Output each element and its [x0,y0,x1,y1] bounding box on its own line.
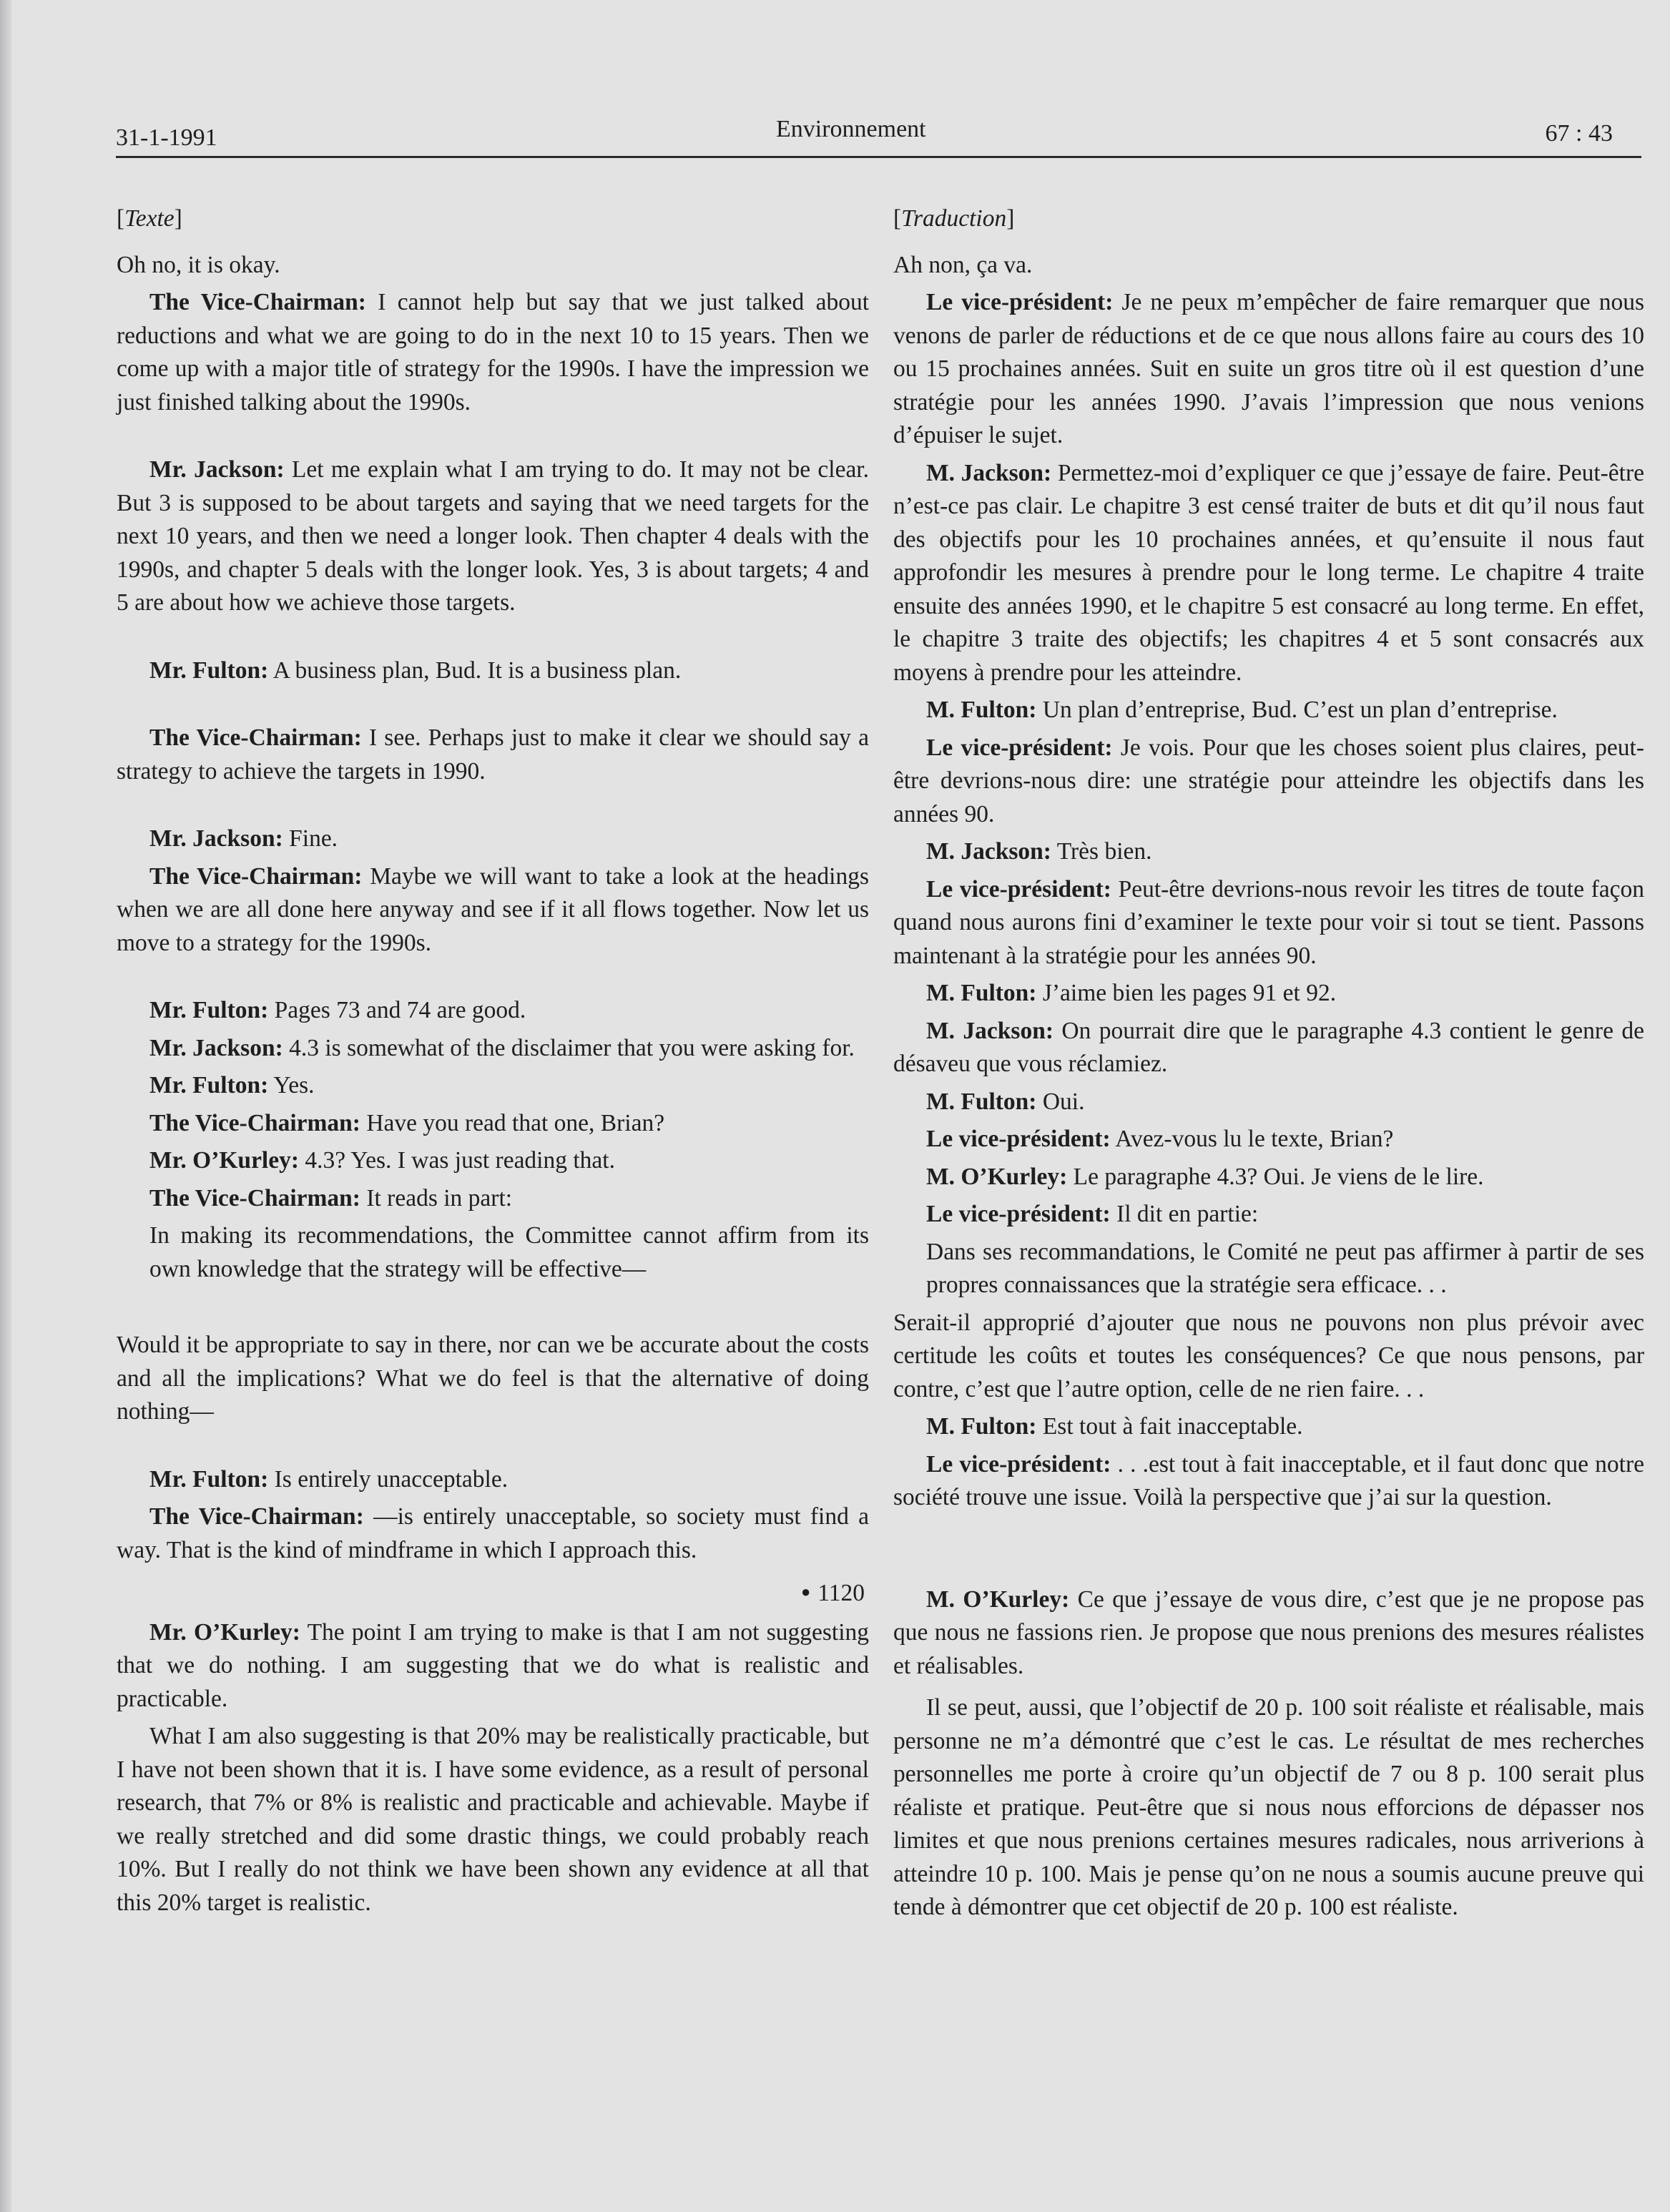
speaker: Mr. Fulton: [149,1072,269,1098]
speech: Fine. [289,825,338,852]
page-header [116,107,1641,158]
header-date: 31-1-1991 [116,124,217,151]
paragraph [893,1410,1644,1444]
speech: Je ne peux m’empêcher de faire remarquer que nous venons de parler de réductions et de ce que nous allons faire au cours des 10 ou 15 prochaines années. Suit en suite un gros titre où il est question d’une stratégie pour les années 1990. J’avais l’impression que nous venions d’épuiser le sujet. [893,289,1645,448]
speech: Ce que j’essaye de vous dire, c’est que je ne propose pas que nous ne fassions rien. Je propose que nous prenions des mesures réalistes et réalisables. [893,1586,1644,1679]
paragraph [117,1182,869,1216]
paragraph [117,860,869,960]
paragraph [117,453,869,620]
paragraph [117,1069,869,1103]
paragraph [893,835,1644,869]
paragraph [893,457,1644,690]
speech: Oui. [1042,1088,1085,1115]
speaker: M. Fulton: [926,1413,1037,1440]
speech: 4.3 is somewhat of the disclaimer that you were asking for. [289,1034,855,1061]
paragraph [893,286,1644,453]
speaker: The Vice-Chairman: [149,1184,360,1211]
speaker: Mr. Jackson: [149,1034,283,1061]
speech: . . .est tout à fait inacceptable, et il faut donc que notre société trouve une issue. Voilà la perspective que j’ai sur la question. [893,1450,1644,1510]
column-label-text: Traduction [901,205,1007,232]
paragraph [893,873,1644,973]
quotation: Dans ses recommandations, le Comité ne peut pas affirmer à partir de ses propres connaissances que la stratégie sera efficace. . . [926,1238,1644,1298]
paragraph [117,286,869,419]
speech: Avez-vous lu le texte, Brian? [1115,1126,1394,1152]
speech: Est tout à fait inacceptable. [1042,1413,1303,1440]
paragraph [117,822,869,856]
speaker: The Vice-Chairman: [149,289,366,315]
paragraph [117,654,869,688]
paragraph [893,1198,1644,1232]
english-column [117,202,869,1919]
header-section: Environnement [776,116,926,142]
speech: The point I am trying to make is that I am not suggesting that we do nothing. I am suggesting that we do what is realistic and practicable. [117,1618,870,1712]
speaker: M. Fulton: [926,980,1037,1006]
speaker: Mr. O’Kurley: [149,1147,300,1174]
paragraph: Il se peut, aussi, que l’objectif de 20 p. 100 soit réaliste et réalisable, mais personne ne m’a démontré que c’est le cas. Le résultat de mes recherches personnelles me porte à croire qu’un objectif de 7 ou 8 p. 100 serait plus réaliste et pratique. Peut-être que si nous nous efforcions de dépasser nos limites et que nous prenions certaines mesures radicales, nous arriverions à atteindre 10 p. 100. Mais je pense qu’on ne nous a soumis aucune preuve qui tende à démontrer que cet objectif de 20 p. 100 est réaliste. [893,1694,1644,1920]
paragraph: Serait-il approprié d’ajouter que nous ne pouvons non plus prévoir avec certitude les coûts et toutes les conséquences? Ce que nous pensons, par contre, c’est que l’autre option, celle de ne rien faire. . . [893,1309,1644,1402]
paragraph [117,1616,869,1716]
speaker: M. O’Kurley: [926,1586,1070,1613]
speaker: Le vice-président: [926,1450,1111,1478]
speaker: Le vice-président: [926,1126,1111,1152]
speech: Peut-être devrions-nous revoir les titres de toute façon quand nous aurons fini d’examiner le texte pour voir si tout se tient. Passons maintenant à la stratégie pour les années 90. [893,875,1644,969]
speaker: The Vice-Chairman: [149,1109,360,1136]
speaker: Mr. Fulton: [149,1465,269,1493]
speaker: Mr. O’Kurley: [149,1618,300,1646]
paragraph [117,1032,869,1066]
speaker: Mr. Fulton: [149,657,269,684]
paragraph: Ah non, ça va. [893,251,1033,278]
speaker: Mr. Jackson: [149,456,285,483]
quotation: In making its recommendations, the Committee cannot affirm from its own knowledge that the strategy will be effective— [149,1222,869,1282]
speech: I cannot help but say that we just talked about reductions and what we are going to do in the next 10 to 15 years. Then we come up with a major title of strategy for the 1990s. I have the impression we just finished talking about the 1990s. [117,289,869,416]
header-page-number: 67 : 43 [1545,120,1613,147]
bullet-icon: ● [800,1583,811,1601]
speech: It reads in part: [366,1184,513,1211]
speaker: M. Fulton: [926,1088,1037,1115]
speech: Permettez-moi d’expliquer ce que j’essaye de faire. Peut-être n’est-ce pas clair. Le chapitre 3 est censé traiter de buts et dit qu’il nous faut des objectifs pour les 10 prochaines années, et qu’ensuite il nous faut approfondir les mesures à prendre pour le long terme. Le chapitre 4 traite ensuite des années 1990, et le chapitre 5 est consacré au long terme. En effet, le chapitre 3 traite des objectifs; les chapitres 4 et 5 sont consacrés aux moyens à prendre pour les atteindre. [893,459,1644,686]
speaker: The Vice-Chairman: [149,862,363,890]
paragraph [893,694,1644,727]
paragraph [117,994,869,1028]
speech: Is entirely unacceptable. [274,1465,509,1493]
speech: Have you read that one, Brian? [366,1109,665,1136]
speaker: Mr. Jackson: [149,825,283,852]
speaker: M. Fulton: [926,697,1037,723]
speaker: M. Jackson: [926,459,1052,486]
timestamp-text: 1120 [817,1580,865,1606]
paragraph [117,1500,869,1567]
paragraph [893,1123,1644,1156]
speech: Pages 73 and 74 are good. [274,997,526,1023]
paragraph: Would it be appropriate to say in there, nor can we be accurate about the costs and all the implications? What we do feel is that the alternative of doing nothing— [117,1332,869,1425]
speaker: Le vice-président: [926,1201,1111,1227]
speaker: Le vice-président: [926,875,1111,903]
column-label-text: Texte [124,205,175,232]
speech: Je vois. Pour que les choses soient plus claires, peut-être devrions-nous dire: une stratégie pour atteindre les objectifs dans les années 90. [893,734,1645,827]
speech: Maybe we will want to take a look at the headings when we are all done here anyway and see if it all flows together. Now let us move to a strategy for the 1990s. [117,862,869,956]
speech: Let me explain what I am trying to do. It may not be clear. But 3 is supposed to be about targets and saying that we need targets for the next 10 years, and then we need a longer look. Then chapter 4 deals with the 1990s, and chapter 5 deals with the longer look. Yes, 3 is about targets; 4 and 5 are about how we achieve those targets. [117,456,869,616]
column-label: [Traduction] [893,205,1015,232]
paragraph [893,732,1644,832]
speech: Yes. [273,1072,315,1098]
speaker: Le vice-président: [926,289,1114,315]
paragraph: What I am also suggesting is that 20% may be realistically practicable, but I have not been shown that it is. I have some evidence, as a result of personal research, that 7% or 8% is realistic and practicable and achievable. Maybe if we really stretched and did some drastic things, we could probably reach 10%. But I really do not think we have been shown any evidence at all that this 20% target is realistic. [117,1723,869,1916]
speech: Un plan d’entreprise, Bud. C’est un plan d’entreprise. [1042,697,1558,723]
speech: Le paragraphe 4.3? Oui. Je viens de le lire. [1073,1163,1484,1190]
paragraph: Oh no, it is okay. [117,251,280,278]
speaker: M. Jackson: [926,838,1051,865]
paragraph [893,1086,1644,1119]
speaker: Mr. Fulton: [149,997,269,1023]
page-edge [0,0,11,2212]
speech: On pourrait dire que le paragraphe 4.3 contient le genre de désaveu que vous réclamiez. [893,1017,1644,1077]
column-label: [Texte] [117,205,182,232]
speaker: M. Jackson: [926,1017,1053,1044]
speech: A business plan, Bud. It is a business plan. [272,657,682,684]
speaker: Le vice-président: [926,734,1113,761]
paragraph [893,1448,1644,1515]
french-column [893,202,1644,1925]
speaker: The Vice-Chairman: [149,1503,364,1530]
speech: Il dit en partie: [1116,1201,1259,1227]
paragraph [117,722,869,788]
speech: I see. Perhaps just to make it clear we should say a strategy to achieve the targets in 1990. [117,724,869,785]
speaker: M. O’Kurley: [926,1163,1068,1190]
paragraph [893,1015,1644,1081]
paragraph [893,977,1644,1011]
speaker: The Vice-Chairman: [149,724,362,751]
speech: J’aime bien les pages 91 et 92. [1042,980,1337,1006]
paragraph [117,1463,869,1497]
speech: 4.3? Yes. I was just reading that. [305,1147,615,1174]
paragraph [117,1107,869,1141]
paragraph [117,1144,869,1178]
paragraph [893,1161,1644,1194]
speech: Très bien. [1056,838,1152,865]
paragraph [893,1583,1644,1683]
timestamp [117,1576,869,1611]
speech: —is entirely unacceptable, so society must find a way. That is the kind of mindframe in which I approach this. [117,1503,869,1563]
